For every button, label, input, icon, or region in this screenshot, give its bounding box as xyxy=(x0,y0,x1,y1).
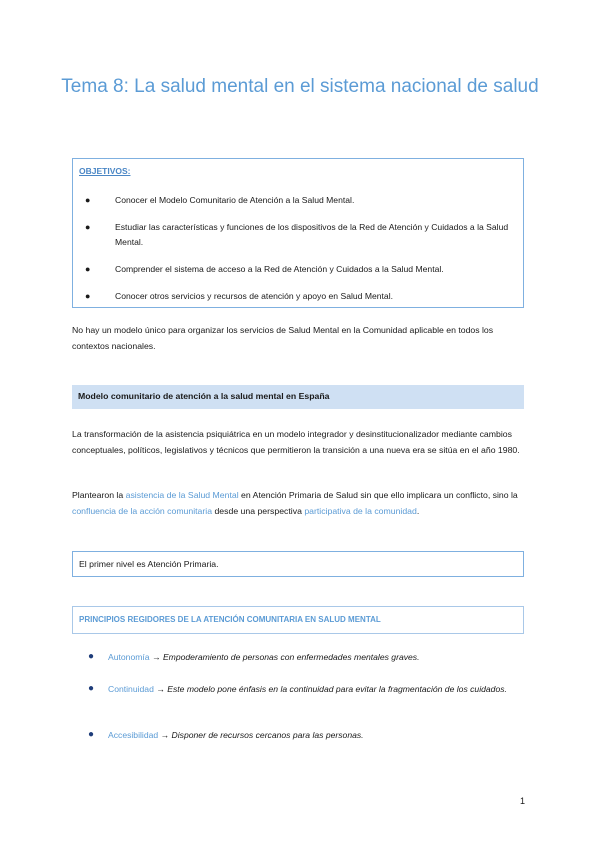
bullet-icon: ● xyxy=(88,651,95,662)
bullet-icon: ● xyxy=(85,264,91,274)
principle-term: Autonomía xyxy=(108,652,150,662)
principle-desc: Empoderamiento de personas con enfermedades mentales graves. xyxy=(162,652,420,662)
principle-desc: Disponer de recursos cercanos para las personas. xyxy=(171,730,364,740)
text-span: . xyxy=(416,506,420,516)
principle-item xyxy=(88,727,528,743)
arrow-text: → xyxy=(153,684,168,694)
objectives-heading: OBJETIVOS: xyxy=(79,166,131,176)
highlight-text: participativa de la comunidad xyxy=(304,506,417,516)
text-span: en Atención Primaria de Salud sin que ello implicara un conflicto, sino la xyxy=(238,490,518,500)
objective-item xyxy=(85,220,525,250)
page-title: Tema 8: La salud mental en el sistema nacional de salud xyxy=(61,76,539,97)
bullet-icon: ● xyxy=(85,195,91,205)
bullet-icon: ● xyxy=(85,291,91,301)
section-paragraph-2 xyxy=(72,487,524,519)
principle-item xyxy=(88,649,528,665)
objective-text: Estudiar las características y funciones de los dispositivos de la Red de Atención y Cuidados a la Salud Mental. xyxy=(115,222,509,247)
objective-text: Comprender el sistema de acceso a la Red de Atención y Cuidados a la Salud Mental. xyxy=(115,264,444,274)
note-box: El primer nivel es Atención Primaria. xyxy=(72,551,524,577)
objective-item xyxy=(85,262,525,277)
section-paragraph-1: La transformación de la asistencia psiquiátrica en un modelo integrador y desinstitucionalizador mediante cambios conceptuales, políticos, legislativos y técnicos que permitieron la transición a una nueva era se sitúa en el año 1980. xyxy=(72,429,520,455)
arrow-text: → xyxy=(149,652,163,662)
principle-term: Accesibilidad xyxy=(108,730,159,740)
principle-desc: Este modelo pone énfasis en la continuidad para evitar la fragmentación de los cuidados. xyxy=(167,684,507,694)
text-span: desde una perspectiva xyxy=(212,506,305,516)
bullet-icon: ● xyxy=(85,222,91,232)
bullet-icon: ● xyxy=(88,683,95,694)
arrow-text: → xyxy=(158,730,172,740)
principles-heading: PRINCIPIOS REGIDORES DE LA ATENCIÓN COMUNITARIA EN SALUD MENTAL xyxy=(72,606,524,634)
highlight-text: asistencia de la Salud Mental xyxy=(125,490,239,500)
objectives-box xyxy=(72,158,524,308)
objective-item xyxy=(85,289,525,304)
principle-item xyxy=(88,681,528,697)
objective-text: Conocer el Modelo Comunitario de Atención a la Salud Mental. xyxy=(115,195,355,205)
bullet-icon: ● xyxy=(88,729,95,740)
intro-paragraph: No hay un modelo único para organizar los servicios de Salud Mental en la Comunidad aplicable en todos los contextos nacionales. xyxy=(72,325,494,351)
highlight-text: confluencia de la acción comunitaria xyxy=(72,506,213,516)
page-number: 1 xyxy=(520,796,526,806)
objective-item xyxy=(85,193,525,208)
objective-text: Conocer otros servicios y recursos de atención y apoyo en Salud Mental. xyxy=(115,291,394,301)
principle-term: Continuidad xyxy=(108,684,154,694)
section-heading: Modelo comunitario de atención a la salud mental en España xyxy=(72,385,524,409)
text-span: Plantearon la xyxy=(72,490,126,500)
